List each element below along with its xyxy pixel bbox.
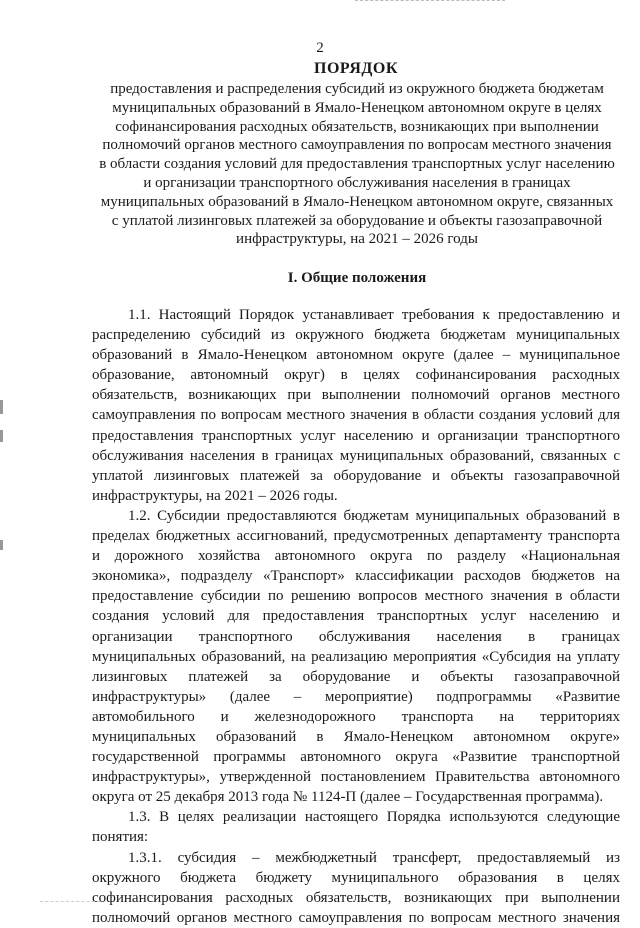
paragraph-line: автомобильного и железнодорожного транспорта на территориях [92,708,620,725]
paragraph-line: государственной программы автономного округа «Развитие транспортной [92,749,620,766]
paragraph-line: окружного бюджета бюджету муниципального образования в целях [92,869,620,886]
paragraph-line: лизинговых платежей за оборудование и объекты газозаправочной [92,668,620,685]
paragraph-line: понятия: [92,829,149,846]
paragraph-line: 1.3. В целях реализации настоящего Порядка используются следующие [128,809,620,826]
paragraph-line: экономика», подразделу «Транспорт» классификации расходов бюджетов на [92,568,620,585]
paragraph-line: софинансирования расходных обязательств, возникающих при выполнении [92,889,620,906]
subtitle-line: полномочий органов местного самоуправления по вопросам местного значения [102,137,612,154]
paragraph-line: предоставления транспортных услуг населению и организации транспортного [92,427,620,444]
body-text [92,305,620,928]
top-edge-line [355,0,505,2]
paragraph-line: обязательств, возникающих при выполнении полномочий органов местного [92,387,620,404]
document-subtitle [92,80,622,249]
section-heading: I. Общие положения [287,270,427,286]
paragraph-line: организации транспортного обслуживания населения в границах [92,628,620,645]
paragraph-line: уплатой лизинговых платежей за оборудование и объекты газозаправочной [92,467,620,484]
paragraph-line: пределах бюджетных ассигнований, предусмотренных департаменту транспорта [92,528,620,545]
paragraph-line: предоставление субсидии по решению вопросов местного значения в области [92,588,620,605]
subtitle-line: предоставления и распределения субсидий из окружного бюджета бюджетам [110,81,604,97]
paragraph-line: создания условий для предоставления транспортных услуг населению и [92,608,620,625]
paragraph-line: 1.3.1. субсидия – межбюджетный трансферт, предоставляемый из [128,849,620,866]
paragraph-line: полномочий органов местного самоуправления по вопросам местного значения [92,909,620,926]
subtitle-line: муниципальных образований в Ямало-Ненецком автономном округе, связанных [100,193,614,210]
paragraph-line: инфраструктуры» (далее – мероприятие) подпрограммы «Развитие [92,688,620,705]
paragraph-line: обслуживания населения в границах муниципальных образований, связанных с [92,447,620,464]
subtitle-line: в области создания условий для предоставления транспортных услуг населению [99,156,615,173]
subtitle-line: муниципальных образований в Ямало-Ненецком автономном округе в целях [112,99,602,116]
page-number: 2 [316,40,324,56]
scan-margin-mark [0,400,3,414]
paragraph-line: и дорожного хозяйства автономного округа по разделу «Национальная [92,548,620,565]
scan-margin-mark [0,540,3,550]
paragraph-line: инфраструктуры, на 2021 – 2026 годы. [92,487,338,504]
paragraph-line: 1.1. Настоящий Порядок устанавливает требования к предоставлению и [128,307,620,323]
paragraph-line: самоуправления по вопросам местного значения в области создания условий для [92,407,620,424]
paragraph-line: муниципальных образований, на реализацию мероприятия «Субсидия на уплату [92,648,620,665]
document-title: ПОРЯДОК [314,60,398,77]
paragraph-line: муниципальных образований в Ямало-Ненецком автономном округе» [92,728,620,745]
paragraph-line: округа от 25 декабря 2013 года № 1124-П (далее – Государственная программа). [92,789,604,806]
subtitle-line: с уплатой лизинговых платежей за оборудование и объекты газозаправочной [111,212,603,229]
paragraph-line: образование, автономный округ) в целях софинансирования расходных [92,367,620,384]
paragraph-line: распределению субсидий из окружного бюджета бюджетам муниципальных [92,327,620,344]
bottom-edge-line [40,901,100,903]
paragraph-line: 1.2. Субсидии предоставляются бюджетам муниципальных образований в [128,507,620,524]
subtitle-line: софинансирования расходных обязательств, возникающих при выполнении [115,118,599,135]
paragraph-line: образований в Ямало-Ненецком автономном округе (далее – муниципальное [92,347,620,364]
scan-margin-mark [0,430,3,442]
subtitle-line: и организации транспортного обслуживания населения в границах [143,174,571,191]
subtitle-line: инфраструктуры, на 2021 – 2026 годы [236,231,478,248]
paragraph-line: инфраструктуры», утвержденной постановлением Правительства автономного [92,769,620,786]
